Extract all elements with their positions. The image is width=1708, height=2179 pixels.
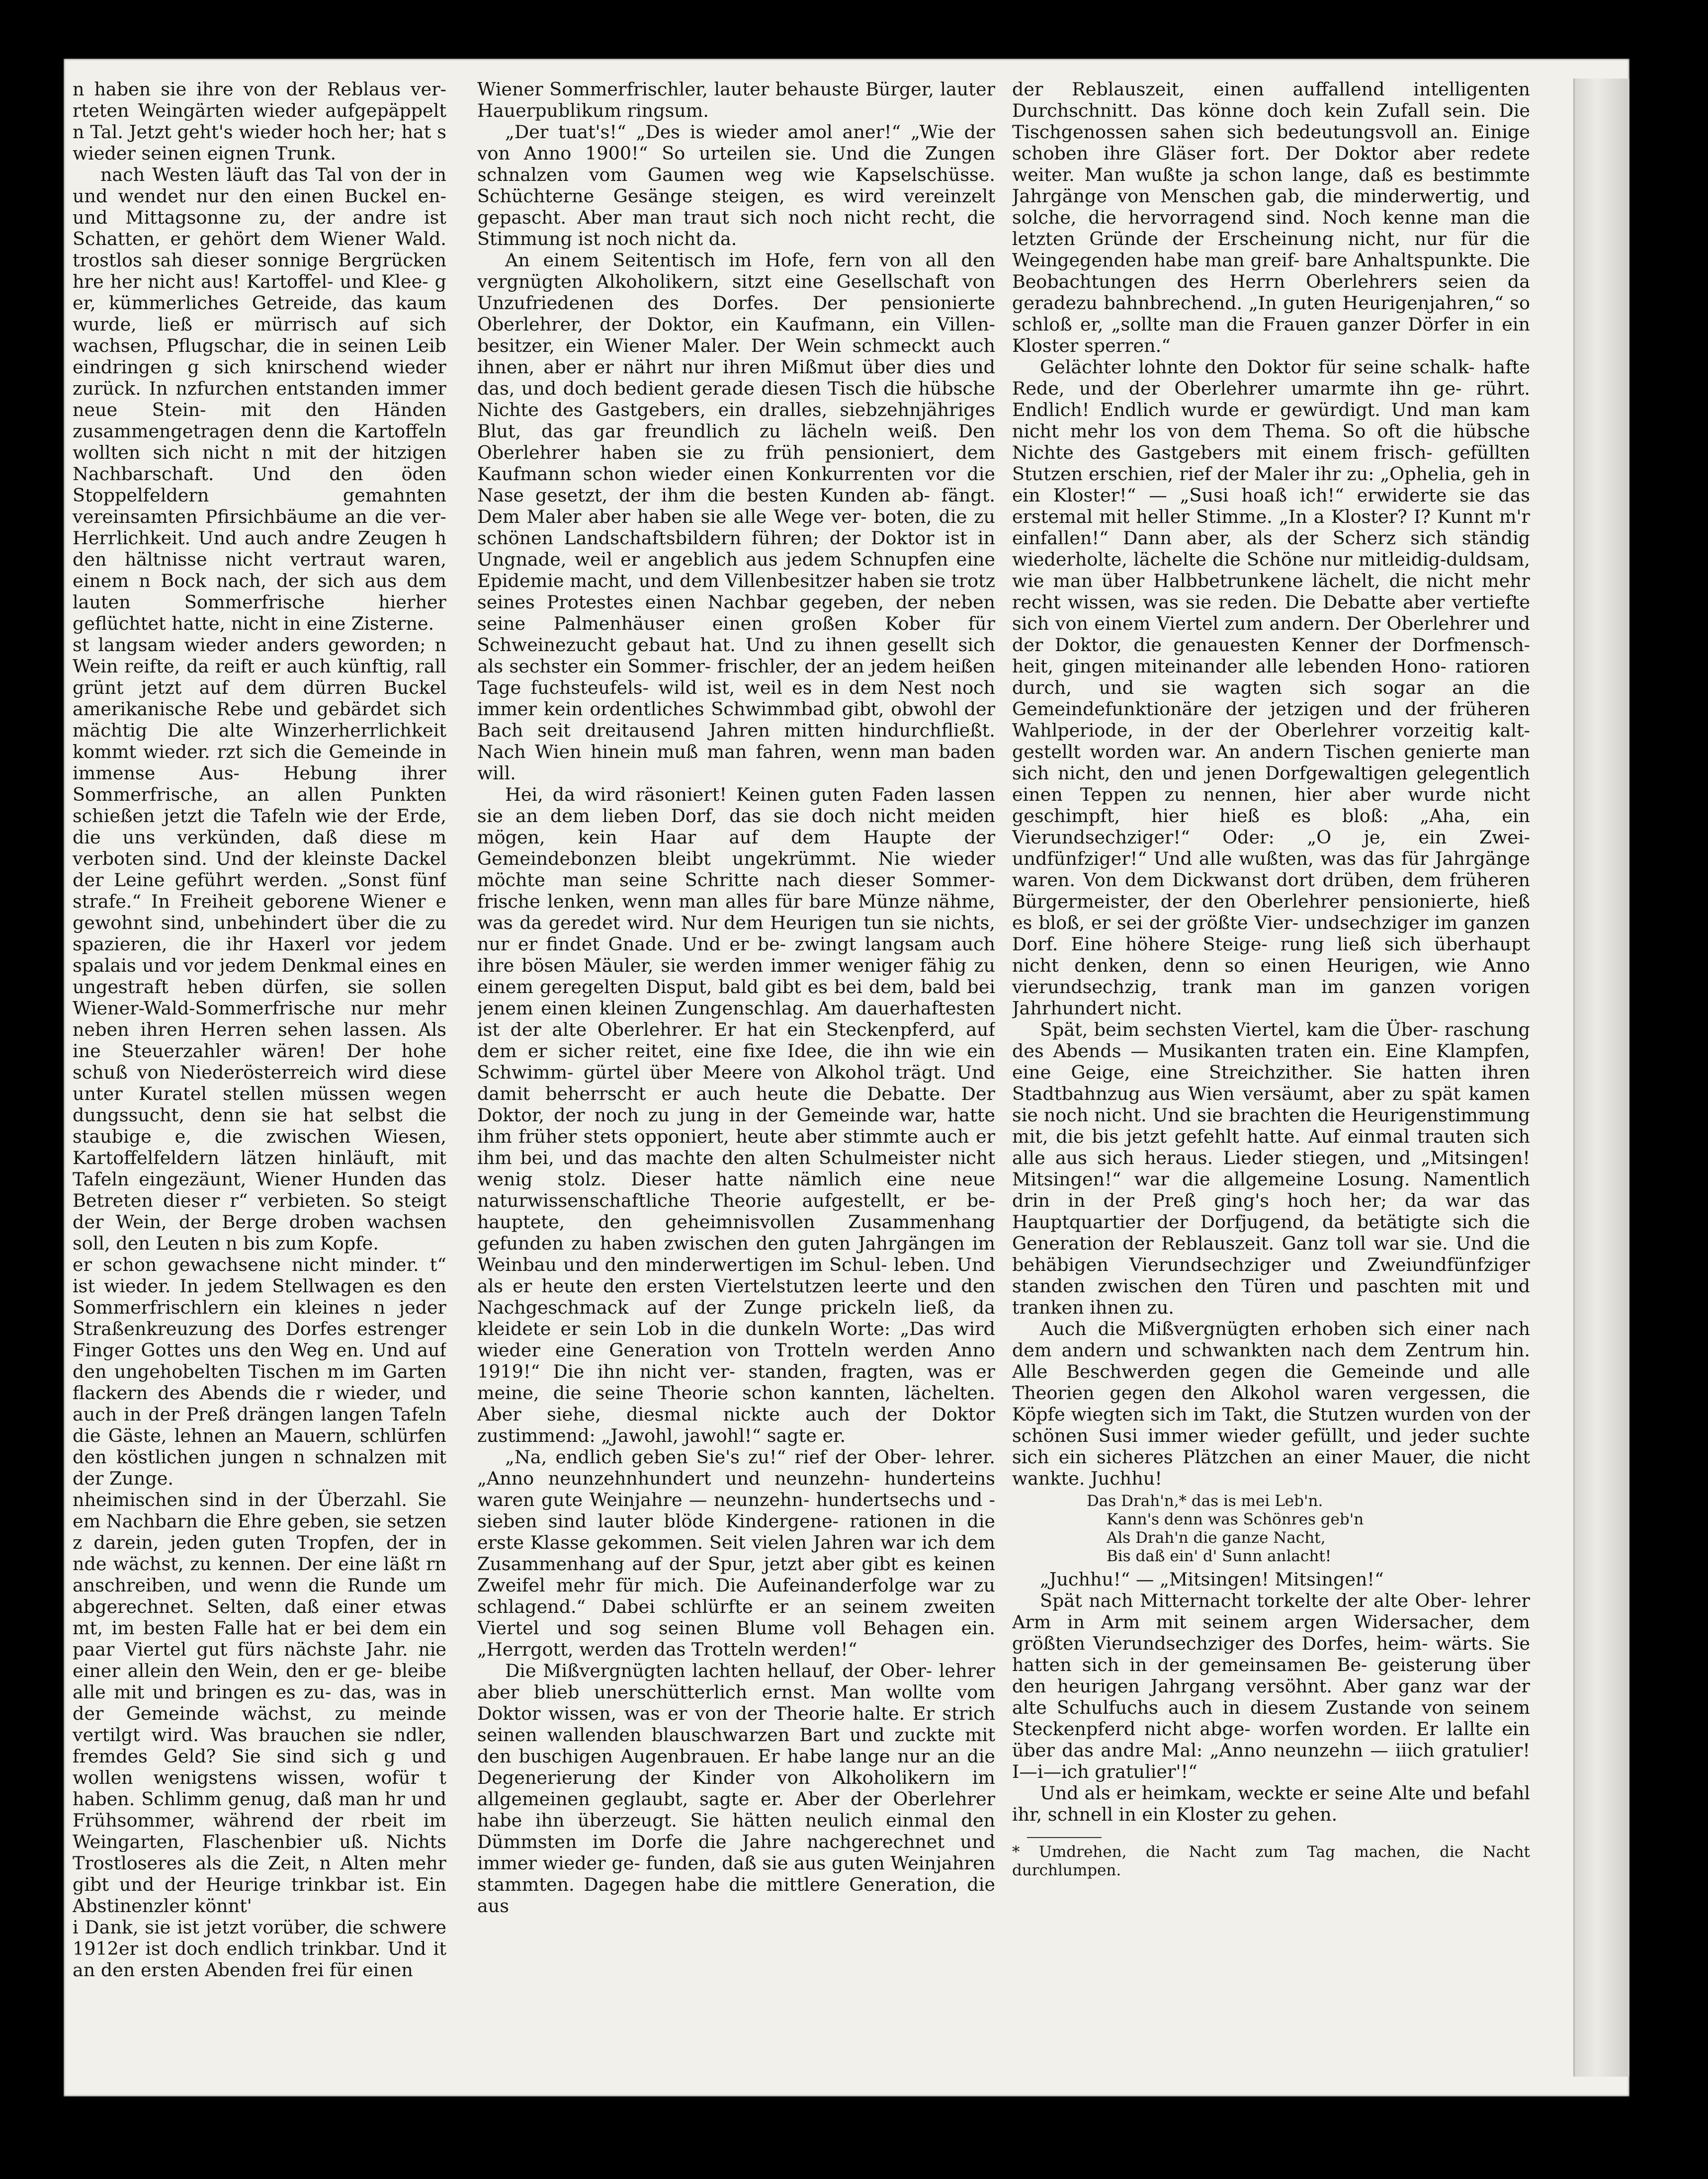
paragraph: Die Mißvergnügten lachten hellauf, der Ober- lehrer aber blieb unerschütterlich ernst. Man wollte vom Doktor wissen, was er von der Theorie halte. Er strich seinen wallenden blauschwarzen Bart und zuckte mit den buschigen Augenbrauen. Er habe lange nur an die Degenerierung der Kinder von Alkoholikern im allgemeinen geglaubt, sagte er. Aber der Oberlehrer habe ihn überzeugt. Sie hätten neulich einmal den Dümmsten im Dorfe die Jahre nachgerechnet und immer wieder ge- funden, daß sie aus guten Weinjahren stammten. Dagegen habe die mittlere Generation, die aus bbox=[477, 1660, 995, 1917]
paragraph: „Der tuat's!“ „Des is wieder amol aner!“ „Wie der von Anno 1900!“ So urteilen sie. Und die Zungen schnalzen vom Gaumen weg wie Kapselschüsse. Schüchterne Gesänge steigen, es wird vereinzelt gepascht. Aber man traut sich noch nicht recht, die Stimmung ist noch nicht da. bbox=[477, 121, 995, 250]
column-middle bbox=[477, 79, 995, 2067]
footnote: * Umdrehen, die Nacht zum Tag machen, die Nacht durchlumpen. bbox=[1012, 1843, 1530, 1879]
paragraph: Und als er heimkam, weckte er seine Alte und befahl ihr, schnell in ein Kloster zu gehen. bbox=[1012, 1782, 1530, 1825]
paragraph: Auch die Mißvergnügten erhoben sich einer nach dem andern und schwankten nach dem Zentrum hin. Alle Beschwerden gegen die Gemeinde und alle Theorien gegen den Alkohol waren vergessen, die Köpfe wiegten sich im Takt, die Stutzen wurden von der schönen Susi immer wieder gefüllt, und jeder suchte sich ein sicheres Plätzchen an einer Mauer, die nicht wankte. Juchhu! bbox=[1012, 1318, 1530, 1489]
paragraph: n haben sie ihre von der Reblaus ver- rteten Weingärten wieder aufgepäppelt n Tal. Jetzt geht's wieder hoch her; hat s wieder seinen eignen Trunk. bbox=[73, 79, 446, 164]
paragraph: „Juchhu!“ — „Mitsingen! Mitsingen!“ bbox=[1040, 1569, 1384, 1590]
poem-verse bbox=[1087, 1492, 1530, 1566]
footnote-rule bbox=[1027, 1837, 1102, 1838]
paragraph: er schon gewachsene nicht minder. t“ ist wieder. In jedem Stellwagen es den Sommerfrischlern ein kleines n jeder Straßenkreuzung des Dorfes estrenger Finger Gottes uns den Weg en. Und auf den ungehobelten Tischen m im Garten flackern des Abends die r wieder, und auch in der Preß drängen langen Tafeln die Gäste, lehnen an Mauern, schlürfen den köstlichen jungen n schnalzen mit der Zunge. bbox=[73, 1254, 446, 1489]
paragraph: Gelächter lohnte den Doktor für seine schalk- hafte Rede, und der Oberlehrer umarmte ihn ge- rührt. Endlich! Endlich wurde er gewürdigt. Und man kam nicht mehr los von dem Thema. So oft die hübsche Nichte des Gastgebers mit einem frisch- gefüllten Stutzen erschien, rief der Maler ihr zu: „Ophelia, geh in ein Kloster!“ — „Susi hoaß ich!“ erwiderte sie das erstemal mit heller Stimme. „In a Kloster? I? Kunnt m'r einfallen!“ Dann aber, als der Scherz sich ständig wiederholte, lächelte die Schöne nur mitleidig-duldsam, wie man über Halbbetrunkene lächelt, die nicht mehr recht wissen, was sie reden. Die Debatte aber vertiefte sich von einem Viertel zum andern. Der Oberlehrer und der Doktor, die genauesten Kenner der Dorfmensch- heit, gingen miteinander alle lebenden Hono- ratioren durch, und sie wagten sich sogar an die Gemeindefunktionäre der jetzigen und der früheren Wahlperiode, in der der Oberlehrer vorzeitig kalt- gestellt worden war. An andern Tischen genierte man sich nicht, den und jenen Dorfgewaltigen gelegentlich einen Teppen zu nennen, hier aber wurde nicht geschimpft, hier hieß es bloß: „Aha, ein Vierundsechziger!“ Oder: „O je, ein Zwei- undfünfziger!“ Und alle wußten, was das für Jahrgänge waren. Von dem Dickwanst dort drüben, dem früheren Bürgermeister, der den Oberlehrer pensionierte, hieß es bloß, er sei der größte Vier- undsechziger im ganzen Dorf. Eine höhere Steige- rung ließ sich überhaupt nicht denken, denn so einen Heurigen, wie Anno vierundsechzig, trank man im ganzen vorigen Jahrhundert nicht. bbox=[1012, 356, 1530, 1019]
paragraph: Wiener Sommerfrischler, lauter behauste Bürger, lauter Hauerpublikum ringsum. bbox=[477, 79, 995, 121]
poem-line: Bis daß ein' d' Sunn anlacht! bbox=[1107, 1547, 1332, 1565]
page-edge bbox=[1573, 79, 1629, 2077]
poem-line: Als Drah'n die ganze Nacht, bbox=[1107, 1529, 1326, 1547]
paragraph: „Na, endlich geben Sie's zu!“ rief der Ober- lehrer. „Anno neunzehnhundert und neunzehn- hunderteins waren gute Weinjahre — neunzehn- hundertsechs und -sieben sind lauter blöde Kindergene- rationen in die erste Klasse gekommen. Seit vielen Jahren war ich dem Zusammenhang auf der Spur, jetzt aber gibt es keinen Zweifel mehr für mich. Die Aufeinanderfolge war zu schlagend.“ Dabei schlürfte er an seinem zweiten Viertel und sog seinen Blume voll Behagen ein. „Herrgott, werden das Trotteln werden!“ bbox=[477, 1446, 995, 1660]
paragraph: Spät nach Mitternacht torkelte der alte Ober- lehrer Arm in Arm mit seinem argen Widersacher, dem größten Vierundsechziger des Dorfes, heim- wärts. Sie hatten sich in der gemeinsamen Be- geisterung über den heurigen Jahrgang versöhnt. Aber ganz war der alte Schulfuchs auch in diesem Zustande von seinem Steckenpferd nicht abge- worfen worden. Er lallte ein über das andre Mal: „Anno neunzehn — iiich gratulier! I—i—ich gratulier'!“ bbox=[1012, 1590, 1530, 1782]
paragraph: st langsam wieder anders geworden; n Wein reifte, da reift er auch künftig, rall grünt jetzt auf dem dürren Buckel amerikanische Rebe und gebärdet sich mächtig Die alte Winzerherrlichkeit kommt wieder. rzt sich die Gemeinde in immense Aus- Hebung ihrer Sommerfrische, an allen Punkten schießen jetzt die Tafeln wie der Erde, die uns verkünden, daß diese m verboten sind. Und der kleinste Dackel der Leine geführt werden. „Sonst fünf strafe.“ In Freiheit geborene Wiener e gewohnt sind, unbehindert über die zu spazieren, die ihr Haxerl vor jedem spalais und vor jedem Denkmal eines en ungestraft heben dürfen, sie sollen Wiener-Wald-Sommerfrische nur mehr neben ihren Herren sehen lassen. Als ine Steuerzahler wären! Der hohe schuß von Niederösterreich wird diese unter Kuratel stellen müssen wegen dungssucht, denn sie hat selbst die staubige e, die zwischen Wiesen, Kartoffelfeldern lätzen hinläuft, mit Tafeln eingezäunt, Wiener Hunden das Betreten dieser r“ verbieten. So steigt der Wein, der Berge droben wachsen soll, den Leuten n bis zum Kopfe. bbox=[73, 634, 446, 1254]
poem-line: Kann's denn was Schönres geb'n bbox=[1107, 1510, 1364, 1528]
column-right bbox=[1012, 79, 1530, 2067]
paragraph: Spät, beim sechsten Viertel, kam die Über- raschung des Abends — Musikanten traten ein. Eine Klampfen, eine Geige, eine Streichzither. Sie hatten ihren Stadtbahnzug aus Wien versäumt, aber zu spät kamen sie noch nicht. Und sie brachten die Heurigenstimmung mit, die bis jetzt gefehlt hatte. Auf einmal trauten sich alle aus sich heraus. Lieder stiegen, und „Mitsingen! Mitsingen!“ war die allgemeine Losung. Namentlich drin in der Preß ging's hoch her; da war das Hauptquartier der Dorfjugend, da betätigte sich die Generation der Reblauszeit. Ganz toll war sie. Und die behäbigen Vierundsechziger und Zweiundfünfziger standen zwischen den Türen und paschten mit und tranken ihnen zu. bbox=[1012, 1019, 1530, 1318]
paragraph: An einem Seitentisch im Hofe, fern von all den vergnügten Alkoholikern, sitzt eine Gesellschaft von Unzufriedenen des Dorfes. Der pensionierte Oberlehrer, der Doktor, ein Kaufmann, ein Villen- besitzer, ein Wiener Maler. Der Wein schmeckt auch ihnen, aber er nährt nur ihren Mißmut über dies und das, und doch bedient gerade diesen Tisch die hübsche Nichte des Gastgebers, ein dralles, siebzehnjähriges Blut, das gar freundlich zu lächeln weiß. Den Oberlehrer haben sie zu früh pensioniert, dem Kaufmann schon wieder einen Konkurrenten vor die Nase gesetzt, der ihm die besten Kunden ab- fängt. Dem Maler aber haben sie alle Wege ver- boten, die zu schönen Landschaftsbildern führen; der Doktor ist in Ungnade, weil er angeblich aus jedem Schnupfen eine Epidemie macht, und dem Villenbesitzer haben sie trotz seines Protestes einen Nachbar gegeben, der neben seine Palmenhäuser einen großen Kober für Schweinezucht gebaut hat. Und zu ihnen gesellt sich als sechster ein Sommer- frischler, der an jedem heißen Tage fuchsteufels- wild ist, weil es in dem Nest noch immer kein ordentliches Schwimmbad gibt, obwohl der Bach seit dreitausend Jahren mitten hindurchfließt. Nach Wien hinein muß man fahren, wenn man baden will. bbox=[477, 250, 995, 784]
poem-line: Das Drah'n,* das is mei Leb'n. bbox=[1087, 1492, 1323, 1510]
newspaper-page bbox=[64, 59, 1629, 2096]
paragraph: nach Westen läuft das Tal von der in und wendet nur den einen Buckel en- und Mittagsonne zu, der andre ist Schatten, er gehört dem Wiener Wald. trostlos sah dieser sonnige Bergrücken hre her nicht aus! Kartoffel- und Klee- g er, kümmerliches Getreide, das kaum wurde, ließ er mürrisch auf sich wachsen, Pflugschar, die in seinen Leib eindringen g sich knirschend wieder zurück. In nzfurchen entstanden immer neue Stein- mit den Händen zusammengetragen denn die Kartoffeln wollten sich nicht n mit der hitzigen Nachbarschaft. Und den öden Stoppelfeldern gemahnten vereinsamten Pfirsichbäume an die ver- Herrlichkeit. Und auch andre Zeugen h den hältnisse nicht vertraut waren, einem n Bock nach, der sich aus dem lauten Sommerfrische hierher geflüchtet hatte, nicht in eine Zisterne. bbox=[73, 164, 446, 634]
column-left bbox=[73, 79, 446, 2067]
paragraph: i Dank, sie ist jetzt vorüber, die schwere 1912er ist doch endlich trinkbar. Und it an den ersten Abenden frei für einen bbox=[73, 1917, 446, 1981]
paragraph: nheimischen sind in der Überzahl. Sie em Nachbarn die Ehre geben, sie setzen z darein, jeden guten Tropfen, der in nde wächst, zu kennen. Der eine läßt rn anschreiben, und wenn die Runde um abgerechnet. Selten, daß einer etwas mt, im besten Falle hat er bei dem ein paar Viertel gut fürs nächste Jahr. nie einer allein den Wein, den er ge- bleibe alle mit und bringen es zu- das, was in der Gemeinde wächst, zu meinde vertilgt wird. Was brauchen sie ndler, fremdes Geld? Sie sind sich g und wollen wenigstens wissen, wofür t haben. Schlimm genug, daß man hr und Frühsommer, während der rbeit im Weingarten, Flaschenbier uß. Nichts Trostloseres als die Zeit, n Alten mehr gibt und der Heurige trinkbar ist. Ein Abstinenzler könnt' bbox=[73, 1489, 446, 1917]
paragraph: Hei, da wird räsoniert! Keinen guten Faden lassen sie an dem lieben Dorf, das sie doch nicht meiden mögen, kein Haar auf dem Haupte der Gemeindebonzen bleibt ungekrümmt. Nie wieder möchte man seine Schritte nach dieser Sommer- frische lenken, wenn man alles für bare Münze nähme, was da geredet wird. Nur dem Heurigen tun sie nichts, nur er findet Gnade. Und er be- zwingt langsam auch ihre bösen Mäuler, sie werden immer weniger fähig zu einem geregelten Disput, bald gibt es bei dem, bald bei jenem einen kleinen Zungenschlag. Am dauerhaftesten ist der alte Oberlehrer. Er hat ein Steckenpferd, auf dem er sicher reitet, eine fixe Idee, die ihn wie ein Schwimm- gürtel über Meere von Alkohol trägt. Und damit beherrscht er auch heute die Debatte. Der Doktor, der noch zu jung in der Gemeinde war, hatte ihm früher stets opponiert, heute aber stimmte auch er ihm bei, und das machte den alten Schulmeister nicht wenig stolz. Dieser hatte nämlich eine neue naturwissenschaftliche Theorie aufgestellt, er be- hauptete, den geheimnisvollen Zusammenhang gefunden zu haben zwischen den guten Jahrgängen im Weinbau und den minderwertigen im Schul- leben. Und als er heute den ersten Viertelstutzen leerte und den Nachgeschmack auf der Zunge prickeln ließ, da kleidete er sein Lob in die dunkeln Worte: „Das wird wieder eine Generation von Trotteln werden Anno 1919!“ Die ihn nicht ver- standen, fragten, was er meine, die seine Theorie schon kannten, lächelten. Aber siehe, diesmal nickte auch der Doktor zustimmend: „Jawohl, jawohl!“ sagte er. bbox=[477, 784, 995, 1446]
paragraph: der Reblauszeit, einen auffallend intelligenten Durchschnitt. Das könne doch kein Zufall sein. Die Tischgenossen sahen sich bedeutungsvoll an. Einige schoben ihre Gläser fort. Der Doktor aber redete weiter. Man wußte ja schon lange, daß es bestimmte Jahrgänge von Menschen gab, die minderwertig, und solche, die hervorragend sind. Noch kenne man die letzten Gründe der Erscheinung nicht, nur für die Weingegenden habe man greif- bare Anhaltspunkte. Die Beobachtungen des Herrn Oberlehrers seien da geradezu bahnbrechend. „In guten Heurigenjahren,“ so schloß er, „sollte man die Frauen ganzer Dörfer in ein Kloster sperren.“ bbox=[1012, 79, 1530, 356]
